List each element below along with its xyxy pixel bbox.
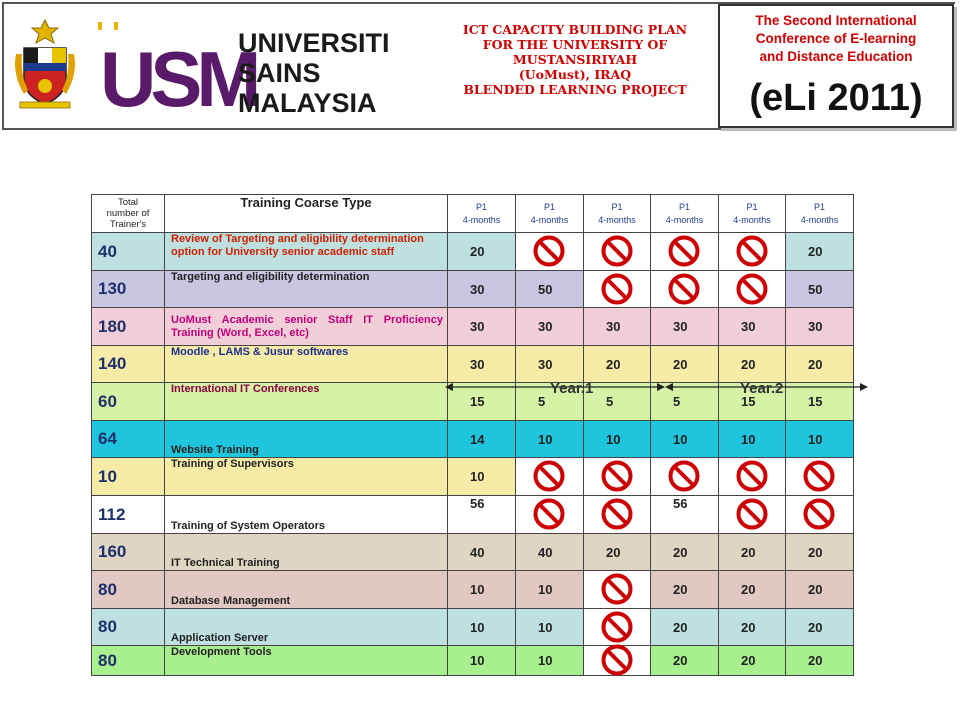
prohibited-icon [600,459,634,493]
header-training-type: Training Coarse Type [165,195,448,233]
period-value: 30 [516,346,584,383]
prohibited-icon [532,459,566,493]
slide-header [0,0,960,134]
period-value: 10 [516,571,584,609]
period-label: P1 [543,201,555,212]
prohibited-icon [600,234,634,268]
training-type: Moodle , LAMS & Jusur softwares [165,346,448,383]
prohibited-icon [600,572,634,606]
prohibited-icon [735,234,769,268]
period-value: 20 [651,609,719,646]
plan-title-line: (UoMust), IRAQ [518,67,632,82]
period-value: 10 [448,571,516,609]
period-value: 10 [448,458,516,496]
period-value: 30 [719,308,786,346]
usm-mark: USM [100,35,256,118]
plan-title-line: MUSTANSIRIYAH [512,52,638,67]
period-value: 20 [651,534,719,571]
prohibited-icon [532,234,566,268]
period-value: 20 [719,609,786,646]
trainer-count: 130 [92,271,165,308]
header-total-trainers [92,195,165,233]
period-value: 30 [651,308,719,346]
period-value: 20 [786,609,854,646]
conference-name-line: The Second International [755,13,917,28]
period-header-2 [516,195,584,233]
trainer-count: 112 [92,496,165,534]
period-value: 20 [786,646,854,676]
period-header-3 [584,195,651,233]
period-duration: 4-months [530,214,569,225]
period-value: 5 [584,383,651,421]
plan-title [455,22,695,97]
period-value: 56 [448,496,516,534]
prohibited-icon [735,497,769,531]
period-label: P1 [678,201,690,212]
period-value: 20 [719,346,786,383]
table-row [92,609,854,646]
period-header-6 [786,195,854,233]
plan-title-line: FOR THE UNIVERSITY OF [482,37,668,52]
period-value: 20 [651,571,719,609]
training-type: Targeting and eligibility determination [165,271,448,308]
period-value: 10 [786,421,854,458]
period-duration: 4-months [665,214,704,225]
period-value: 30 [448,308,516,346]
period-value: 56 [651,496,719,534]
period-value: 20 [786,571,854,609]
year1-label: Year.1 [550,380,594,397]
period-label: P1 [475,201,487,212]
period-header-4 [651,195,719,233]
period-value: 5 [516,383,584,421]
conference-box [718,4,954,128]
period-value: 20 [448,233,516,271]
period-value: 15 [719,383,786,421]
table-row [92,571,854,609]
conference-event: (eLi 2011) [749,77,923,119]
training-type: Application Server [165,609,448,646]
year2-label: Year.2 [740,380,784,397]
period-value: 10 [651,421,719,458]
prohibited-icon [600,272,634,306]
period-value: 30 [584,308,651,346]
period-duration: 4-months [800,214,839,225]
prohibited-icon [600,610,634,644]
period-value: 30 [786,308,854,346]
period-value: 14 [448,421,516,458]
prohibited-icon [735,272,769,306]
plan-title-line: ICT CAPACITY BUILDING PLAN [462,22,688,37]
period-value: 20 [651,646,719,676]
trainer-count: 64 [92,421,165,458]
usm-line3: MALAYSIA [238,88,377,118]
period-label: P1 [746,201,758,212]
period-value: 20 [786,534,854,571]
conference-name-line: Conference of E-learning [755,31,917,46]
period-duration: 4-months [598,214,636,225]
usm-line1: UNIVERSITI [238,28,390,58]
period-value: 20 [719,534,786,571]
period-label: P1 [813,201,825,212]
period-value: 20 [786,346,854,383]
usm-line2: SAINS [238,58,321,88]
header-total-line: number of [106,208,150,219]
training-type: Training of System Operators [165,496,448,534]
period-value: 15 [786,383,854,421]
table-row [92,346,854,383]
trainer-count: 80 [92,571,165,609]
trainer-count: 60 [92,383,165,421]
period-value: 20 [584,534,651,571]
trainer-count: 140 [92,346,165,383]
period-value: 50 [516,271,584,308]
period-value: 10 [516,421,584,458]
period-value: 20 [786,233,854,271]
period-value: 50 [786,271,854,308]
prohibited-icon [600,497,634,531]
training-type: Database Management [165,571,448,609]
period-value: 15 [448,383,516,421]
trainer-count: 10 [92,458,165,496]
period-value: 20 [719,646,786,676]
training-type: Development Tools [165,646,448,676]
table-row [92,421,854,458]
training-type: International IT Conferences [165,383,448,421]
prohibited-icon [667,234,701,268]
period-value: 10 [719,421,786,458]
table-header-row [92,195,854,233]
training-type: UoMust Academic senior Staff IT Proficiency Training (Word, Excel, etc) [165,308,448,346]
period-value: 10 [516,646,584,676]
trainer-count: 40 [92,233,165,271]
period-value: 20 [719,571,786,609]
period-header-5 [719,195,786,233]
trainer-count: 80 [92,609,165,646]
period-header-1 [448,195,516,233]
training-type: Website Training [165,421,448,458]
conference-name-line: and Distance Education [759,49,913,64]
prohibited-icon [600,643,634,677]
training-type: IT Technical Training [165,534,448,571]
trainer-count: 160 [92,534,165,571]
header-total-line: Trainer's [109,219,147,230]
period-duration: 4-months [733,214,771,225]
period-value: 10 [584,421,651,458]
period-label: P1 [611,201,623,212]
prohibited-icon [667,459,701,493]
period-duration: 4-months [462,214,501,225]
prohibited-icon [802,459,836,493]
period-value: 30 [448,271,516,308]
period-value: 40 [448,534,516,571]
plan-title-line: BLENDED LEARNING PROJECT [463,82,687,97]
trainer-count: 80 [92,646,165,676]
period-value: 30 [516,308,584,346]
malaysia-crest-icon [10,14,80,114]
prohibited-icon [735,459,769,493]
period-value: 30 [448,346,516,383]
prohibited-icon [802,497,836,531]
table-row [92,534,854,571]
table-row [92,646,854,676]
period-value: 5 [651,383,719,421]
usm-logo [98,18,438,118]
prohibited-icon [667,272,701,306]
trainer-count: 180 [92,308,165,346]
period-value: 10 [516,609,584,646]
period-value: 10 [448,646,516,676]
training-type: Training of Supervisors [165,458,448,496]
period-value: 20 [584,346,651,383]
period-value: 20 [651,346,719,383]
conference-name [720,12,952,66]
period-value: 10 [448,609,516,646]
prohibited-icon [532,497,566,531]
period-value: 40 [516,534,584,571]
header-total-line: Total [117,197,139,208]
table-row [92,308,854,346]
training-type: Review of Targeting and eligibility determination option for University senior academic staff [165,233,448,271]
